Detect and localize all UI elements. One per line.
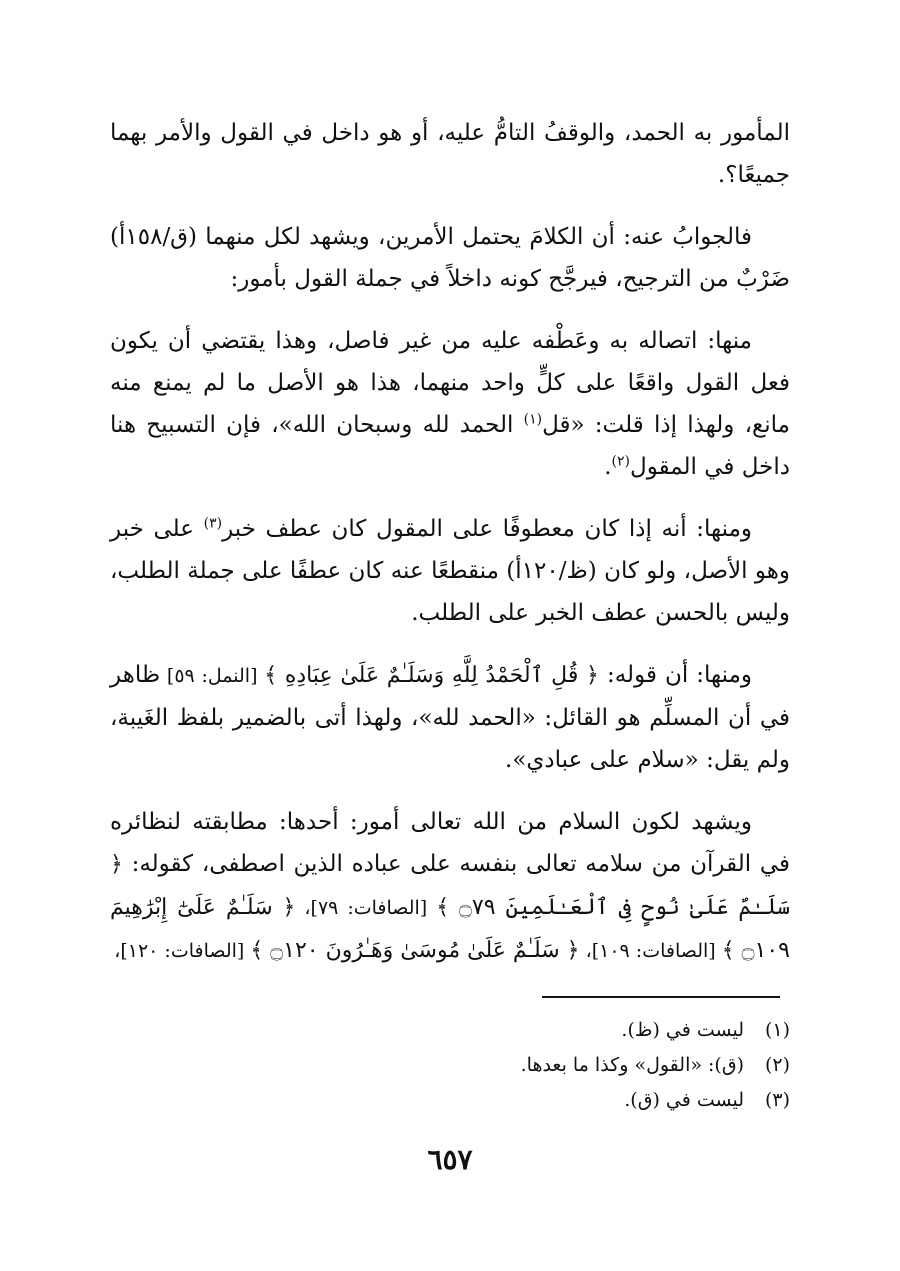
verse-reference: [الصافات: ٧٩]، bbox=[295, 897, 437, 919]
paragraph-text: ظاهر في أن المسلِّم هو القائل: «الحمد لله»، ولهذا أتى بالضمير بلفظ الغَيبة، ولم يقل: «سلام على عبادي». bbox=[110, 662, 790, 773]
quran-verse: ﴿ قُلِ ٱلْحَمْدُ لِلَّهِ وَسَلَـٰمٌ عَلَىٰ عِبَادِهِ ﴾ bbox=[264, 663, 599, 688]
footnote-marker-2: (٢) bbox=[611, 453, 631, 470]
footnote-3 bbox=[110, 1083, 790, 1118]
paragraph-6 bbox=[110, 801, 790, 972]
paragraph-text: منها: اتصاله به وعَطْفه عليه من غير فاصل، وهذا يقتضي أن يكون فعل القول واقعًا على كلٍّ واحد منهما، هذا هو الأصل ما لم يمنع منه مانع، ولهذا إذا قلت: «قل bbox=[110, 328, 790, 438]
footnote-number: (٣) bbox=[764, 1089, 790, 1111]
page-body bbox=[110, 112, 790, 992]
verse-reference: [الصافات: ١٠٩]، bbox=[579, 940, 722, 962]
footnotes bbox=[110, 1013, 790, 1118]
paragraph-text: على خبر وهو الأصل، ولو كان (ظ/١٢٠أ) منقطعًا عنه كان عطفًا على جملة الطلب، وليس بالحسن عطف الخبر على الطلب. bbox=[110, 516, 790, 626]
footnote-text: ليست في (ق). bbox=[624, 1089, 744, 1111]
paragraph-4 bbox=[110, 508, 790, 634]
verse-reference: [النمل: ٥٩] bbox=[160, 665, 265, 687]
paragraph-text: الحمد لله وسبحان الله»، فإن التسبيح هنا داخل في المقول bbox=[110, 412, 790, 480]
page-number: ٦٥٧ bbox=[427, 1143, 473, 1176]
paragraph-text: . bbox=[604, 454, 612, 480]
paragraph-text: فالجوابُ عنه: أن الكلامَ يحتمل الأمرين، ويشهد لكل منهما (ق/١٥٨أ) ضَرْبٌ من الترجيح، فيرجَّح كونه داخلاً في جملة القول بأمور: bbox=[110, 224, 790, 292]
footnote-text: (ق): «القول» وكذا ما بعدها. bbox=[520, 1054, 744, 1076]
quran-verse: ﴿ سَلَـٰمٌ عَلَىٰ نُوحٍ فِى ٱلْعَـٰلَمِينَ ۝٧٩ ﴾ bbox=[110, 852, 790, 920]
footnote-marker-3: (٣) bbox=[203, 515, 223, 532]
footnote-2 bbox=[110, 1048, 790, 1083]
quran-verse: ﴿ سَلَـٰمٌ عَلَىٰٓ إِبْرَٰهِيمَ ۝١٠٩ ﴾ bbox=[110, 895, 790, 963]
footnote-1 bbox=[110, 1013, 790, 1048]
footnote-number: (٢) bbox=[764, 1054, 790, 1076]
paragraph-1 bbox=[110, 112, 790, 196]
quran-verse: ﴿ سَلَـٰمٌ عَلَىٰ مُوسَىٰ وَهَـٰرُونَ ۝١٢٠ ﴾ bbox=[250, 938, 580, 963]
footnote-separator bbox=[542, 996, 780, 998]
paragraph-5 bbox=[110, 654, 790, 781]
footnote-text: ليست في (ظ). bbox=[621, 1019, 744, 1041]
verse-reference: [الصافات: ١٢٠]، bbox=[114, 940, 251, 962]
footnote-number: (١) bbox=[764, 1019, 790, 1041]
paragraph-3 bbox=[110, 320, 790, 488]
paragraph-text: ومنها: أن قوله: bbox=[598, 662, 752, 688]
paragraph-text: ومنها: أنه إذا كان معطوفًا على المقول كان عطف خبر bbox=[222, 516, 752, 542]
paragraph-2 bbox=[110, 216, 790, 300]
paragraph-text: ويشهد لكون السلام من الله تعالى أمور: أحدها: مطابقته لنظائره في القرآن من سلامه تعالى بنفسه على عباده الذين اصطفى، كقوله: bbox=[110, 809, 790, 877]
footnote-marker-1: (١) bbox=[523, 411, 543, 428]
paragraph-text: المأمور به الحمد، والوقفُ التامُّ عليه، أو هو داخل في القول والأمر بهما جميعًا؟. bbox=[110, 120, 790, 188]
